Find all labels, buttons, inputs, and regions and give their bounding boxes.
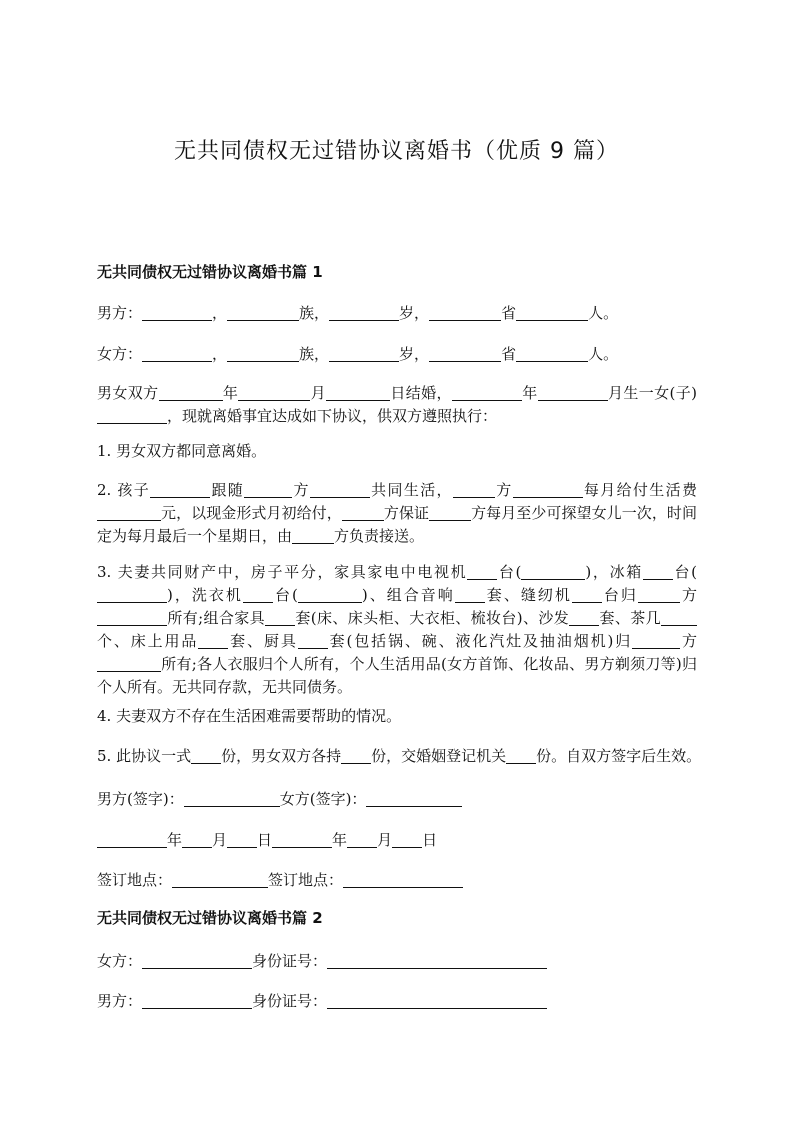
- blank-field: [243, 586, 273, 603]
- blank-field: [227, 345, 299, 362]
- text: 份，男女双方各持: [221, 747, 342, 765]
- text: 年: [521, 384, 538, 402]
- blank-field: [238, 384, 310, 401]
- text: 签订地点：: [97, 871, 173, 889]
- blank-field: [227, 304, 299, 321]
- blank-field: [142, 952, 252, 969]
- blank-field: [198, 632, 228, 649]
- blank-field: [572, 586, 602, 603]
- text: 3. 夫妻共同财产中，房子平分，家具家电中电视机: [97, 563, 468, 581]
- text: 台(: [272, 586, 298, 604]
- text: 套(床、床头柜、大衣柜、梳妆台)、沙发: [295, 609, 570, 627]
- blank-field: [506, 747, 536, 764]
- text: 套、缝纫机: [484, 586, 572, 604]
- blank-field: [392, 831, 422, 848]
- text: 5. 此协议一式: [97, 747, 192, 765]
- blank-field: [172, 871, 268, 888]
- text: 2. 孩子: [97, 481, 151, 499]
- text: 共同生活，: [369, 481, 453, 499]
- blank-field: [429, 345, 501, 362]
- female-id-line: [97, 950, 697, 973]
- section-1-heading: 无共同债权无过错协议离婚书篇 1: [97, 263, 323, 281]
- text: 方负责接送。: [334, 527, 425, 545]
- blank-field: [97, 407, 167, 424]
- blank-field: [429, 504, 471, 521]
- text: 日: [257, 831, 273, 849]
- blank-field: [329, 304, 399, 321]
- text: 月: [310, 384, 326, 402]
- blank-field: [347, 831, 377, 848]
- blank-field: [272, 831, 332, 848]
- item-5: [97, 745, 702, 768]
- item-2: [97, 479, 697, 548]
- document-title: 无共同债权无过错协议离婚书（优质 9 篇）: [174, 139, 619, 164]
- blank-field: [97, 655, 161, 672]
- blank-field: [326, 384, 390, 401]
- blank-field: [327, 992, 547, 1009]
- item-4: 4. 夫妻双方不存在生活困难需要帮助的情况。: [97, 707, 402, 725]
- marriage-paragraph: [97, 382, 697, 428]
- text: 日结婚，: [390, 384, 452, 402]
- text: ，: [212, 345, 228, 363]
- blank-field: [453, 481, 495, 498]
- blank-field: [538, 384, 608, 401]
- blank-field: [513, 481, 583, 498]
- text: 个、床上用品: [97, 632, 199, 650]
- text: 女方(签字)：: [279, 790, 367, 808]
- blank-field: [342, 504, 384, 521]
- blank-field: [467, 563, 497, 580]
- text: 男方：: [97, 304, 143, 322]
- text: 方: [292, 481, 310, 499]
- text: )，冰箱: [585, 563, 643, 581]
- text: 族，: [299, 345, 330, 363]
- blank-field: [97, 831, 167, 848]
- text: 台归: [601, 586, 638, 604]
- text: 女方：: [97, 952, 143, 970]
- text: )，洗衣机: [167, 586, 243, 604]
- text: 所有;各人衣服归个人所有，个人生活用品(女方首饰、化妆品、男方剃须刀等)归个人所有。无共同存款，无共同债务。: [97, 655, 697, 696]
- male-id-line: [97, 990, 697, 1013]
- text: 月生一女(子): [607, 384, 697, 402]
- text: 人。: [588, 304, 619, 322]
- text: 女方：: [97, 345, 143, 363]
- blank-field: [516, 345, 588, 362]
- text: 男女双方: [97, 384, 159, 402]
- text: 套、茶几: [599, 609, 661, 627]
- blank-field: [265, 609, 295, 626]
- blank-field: [310, 481, 370, 498]
- text: 签订地点：: [268, 871, 344, 889]
- blank-field: [142, 345, 212, 362]
- text: 元，以现金形式月初给付，: [161, 504, 342, 522]
- text: ，: [212, 304, 228, 322]
- text: 男方(签字)：: [97, 790, 184, 808]
- text: 月: [377, 831, 393, 849]
- place-line: [97, 869, 697, 892]
- text: 每月给付生活费: [582, 481, 697, 499]
- text: 岁，: [399, 304, 430, 322]
- blank-field: [455, 586, 485, 603]
- blank-field: [97, 504, 161, 521]
- text: 跟随: [210, 481, 245, 499]
- blank-field: [244, 481, 292, 498]
- text: 身份证号：: [252, 992, 328, 1010]
- blank-field: [569, 609, 599, 626]
- text: ，现就离婚事宜达成如下协议，供双方遵照执行：: [167, 407, 498, 425]
- blank-field: [661, 609, 697, 626]
- blank-field: [184, 790, 280, 807]
- blank-field: [182, 831, 212, 848]
- text: 年: [332, 831, 348, 849]
- text: 方: [679, 586, 697, 604]
- blank-field: [632, 632, 680, 649]
- text: 省: [501, 345, 517, 363]
- blank-field: [150, 481, 210, 498]
- text: 年: [167, 831, 183, 849]
- text: 岁，: [399, 345, 430, 363]
- blank-field: [452, 384, 522, 401]
- text: 所有;组合家具: [167, 609, 266, 627]
- blank-field: [97, 586, 167, 603]
- section-2-heading: 无共同债权无过错协议离婚书篇 2: [97, 909, 323, 927]
- text: 套、厨具: [228, 632, 298, 650]
- text: 日: [422, 831, 438, 849]
- blank-field: [292, 527, 334, 544]
- text: 台(: [672, 563, 698, 581]
- blank-field: [191, 747, 221, 764]
- text: 方每月至少可探望女儿一次，时间定为每月最后一个星期日，由: [97, 504, 697, 545]
- blank-field: [366, 790, 462, 807]
- blank-field: [521, 563, 585, 580]
- male-info-line: [97, 302, 697, 325]
- text: 份，交婚姻登记机关: [371, 747, 507, 765]
- blank-field: [638, 586, 680, 603]
- text: 身份证号：: [252, 952, 328, 970]
- blank-field: [343, 871, 463, 888]
- female-info-line: [97, 343, 697, 366]
- text: )、组合音响: [361, 586, 455, 604]
- text: 月: [212, 831, 228, 849]
- text: 人。: [588, 345, 619, 363]
- blank-field: [643, 563, 673, 580]
- blank-field: [142, 304, 212, 321]
- text: 男方：: [97, 992, 143, 1010]
- blank-field: [327, 952, 547, 969]
- blank-field: [298, 586, 362, 603]
- text: 年: [222, 384, 239, 402]
- signature-line: [97, 788, 697, 811]
- text: 套(包括锅、碗、液化汽灶及抽油烟机)归: [327, 632, 633, 650]
- item-3: [97, 561, 697, 699]
- blank-field: [341, 747, 371, 764]
- blank-field: [97, 609, 167, 626]
- item-1: 1. 男女双方都同意离婚。: [97, 442, 267, 460]
- blank-field: [227, 831, 257, 848]
- blank-field: [298, 632, 328, 649]
- text: 方: [680, 632, 697, 650]
- text: 台(: [497, 563, 522, 581]
- blank-field: [142, 992, 252, 1009]
- text: 族，: [299, 304, 330, 322]
- text: 省: [501, 304, 517, 322]
- blank-field: [516, 304, 588, 321]
- blank-field: [429, 304, 501, 321]
- blank-field: [329, 345, 399, 362]
- text: 方: [494, 481, 513, 499]
- text: 方保证: [383, 504, 430, 522]
- text: 份。自双方签字后生效。: [536, 747, 702, 765]
- date-line: [97, 829, 697, 852]
- blank-field: [159, 384, 223, 401]
